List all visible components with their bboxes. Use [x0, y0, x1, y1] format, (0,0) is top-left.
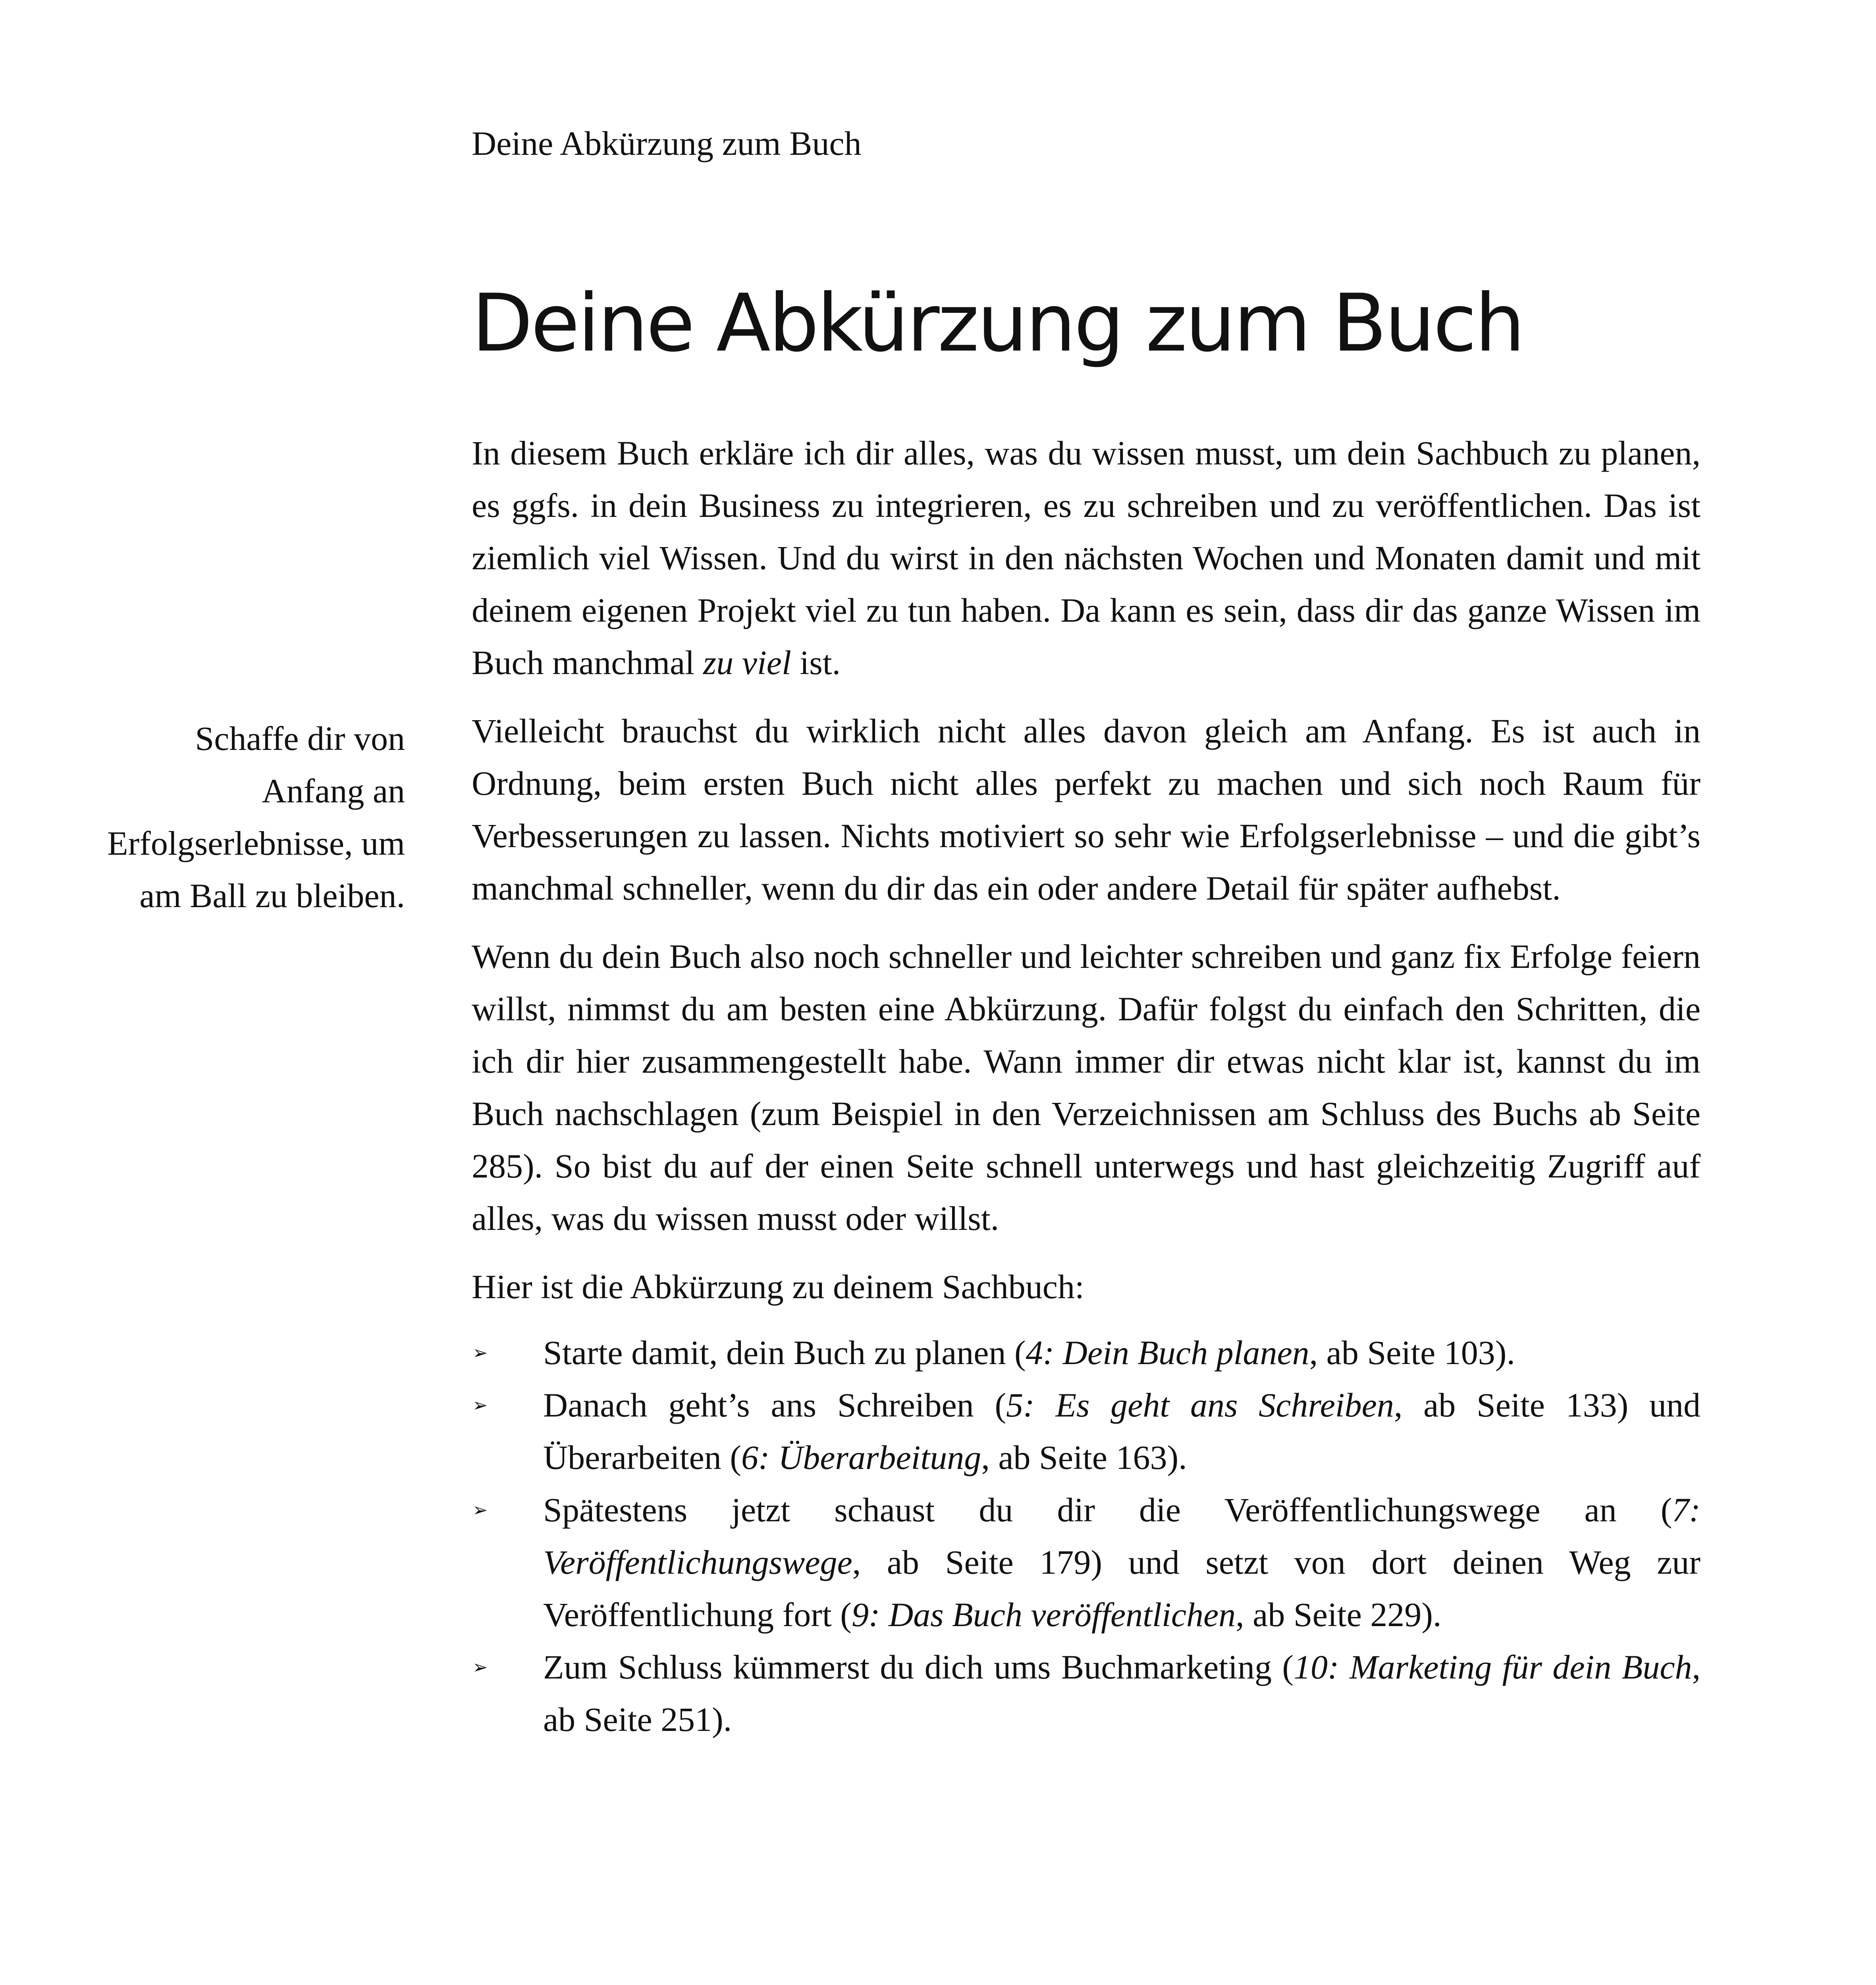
body-text: [472, 427, 1701, 1746]
chapter-reference: 10: Marketing für dein Buch: [1294, 1648, 1692, 1686]
list-item-text: [543, 1491, 1701, 1634]
text-run: , ab Seite 163).: [981, 1438, 1187, 1476]
list-item: [472, 1326, 1701, 1379]
chapter-reference: zu viel: [703, 644, 791, 682]
text-run: ist.: [791, 644, 841, 682]
arrowhead-bullet-icon: ➢: [472, 1499, 488, 1521]
shortcut-list: [472, 1326, 1701, 1746]
list-item-text: [543, 1648, 1701, 1738]
paragraph: [472, 427, 1701, 689]
list-item: [472, 1484, 1701, 1641]
text-run: Wenn du dein Buch also noch schneller und leichter schreiben und ganz fix Erfolge feiern willst, nimmst du am besten eine Abkürzung. Dafür folgst du einfach den Schritten, die ich dir hier zusammengestellt habe. Wann immer dir etwas nicht klar ist, kannst du im Buch nachschlagen (zum Beispiel in den Verzeichnissen am Schluss des Buchs ab Seite 285). So bist du auf der einen Seite schnell unterwegs und hast gleichzeitig Zugriff auf alles, was du wissen musst oder willst.: [472, 937, 1701, 1237]
paragraph: [472, 930, 1701, 1245]
chapter-reference: 6: Überarbeitung: [741, 1438, 981, 1476]
chapter-reference: 7: Veröffentlichungswege: [543, 1491, 1701, 1581]
list-item-text: [543, 1386, 1701, 1476]
list-item-text: [543, 1334, 1515, 1372]
text-run: , ab Seite 229).: [1236, 1596, 1442, 1634]
text-run: Zum Schluss kümmerst du dich ums Buchmarketing (: [543, 1648, 1294, 1686]
text-run: , ab Seite 251).: [543, 1648, 1701, 1738]
text-run: Starte damit, dein Buch zu planen (: [543, 1334, 1026, 1372]
arrowhead-bullet-icon: ➢: [472, 1394, 488, 1416]
paragraph: [472, 705, 1701, 914]
text-run: Spätestens jetzt schaust du dir die Veröffentlichungswege an (: [543, 1491, 1672, 1529]
margin-note: Schaffe dir von Anfang an Erfolgserlebnisse, um am Ball zu bleiben.: [107, 719, 405, 915]
list-item: [472, 1641, 1701, 1746]
arrowhead-bullet-icon: ➢: [472, 1656, 488, 1678]
text-run: , ab Seite 103).: [1309, 1334, 1515, 1372]
text-run: , ab Seite 133) und Überarbeiten (: [543, 1386, 1701, 1476]
text-run: Vielleicht brauchst du wirklich nicht alles davon gleich am Anfang. Es ist auch in Ordnung, beim ersten Buch nicht alles perfekt zu machen und sich noch Raum für Verbesserungen zu lassen. Nichts motiviert so sehr wie Erfolgserlebnisse – und die gibt’s manchmal schneller, wenn du dir das ein oder andere Detail für später aufhebst.: [472, 712, 1701, 907]
text-run: In diesem Buch erkläre ich dir alles, was du wissen musst, um dein Sachbuch zu planen, es ggfs. in dein Business zu integrieren, es zu schreiben und zu veröffentlichen. Das ist ziemlich viel Wissen. Und du wirst in den nächsten Wochen und Monaten damit und mit deinem eigenen Projekt viel zu tun haben. Da kann es sein, dass dir das ganze Wissen im Buch manchmal: [472, 434, 1701, 682]
chapter-reference: 9: Das Buch veröffentlichen: [851, 1596, 1236, 1634]
arrowhead-bullet-icon: ➢: [472, 1342, 488, 1363]
list-intro: Hier ist die Abkürzung zu deinem Sachbuch:: [472, 1268, 1084, 1306]
chapter-reference: 5: Es geht ans Schreiben: [1006, 1386, 1394, 1424]
running-head: Deine Abkürzung zum Buch: [472, 124, 862, 162]
text-run: , ab Seite 179) und setzt von dort deinen Weg zur Veröffentlichung fort (: [543, 1543, 1701, 1634]
text-run: Danach geht’s ans Schreiben (: [543, 1386, 1006, 1424]
chapter-reference: 4: Dein Buch planen: [1026, 1334, 1309, 1372]
list-item: [472, 1379, 1701, 1484]
chapter-title: Deine Abkürzung zum Buch: [472, 277, 1523, 370]
